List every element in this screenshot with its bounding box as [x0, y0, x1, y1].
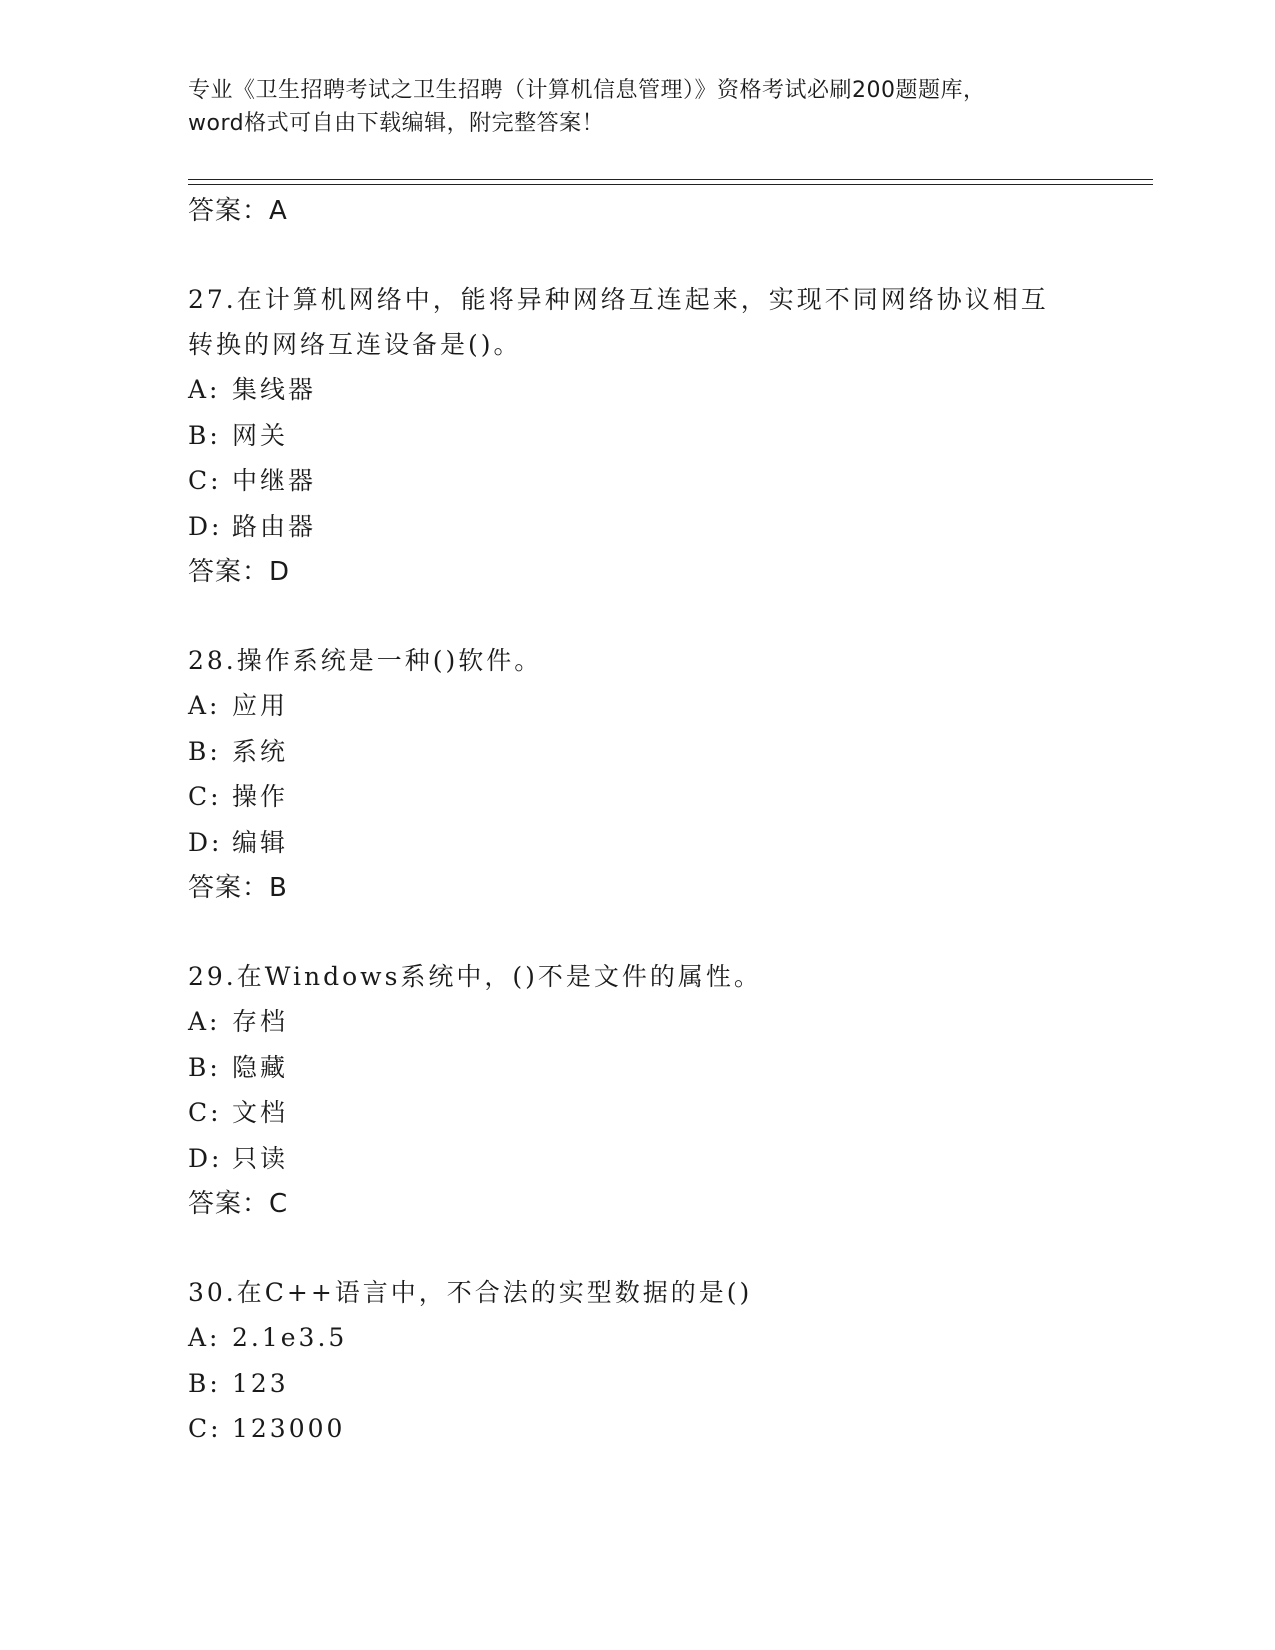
answer-line: 答案：A: [188, 196, 288, 226]
option-letter: A:: [188, 1323, 221, 1352]
option-a: [188, 1315, 1148, 1361]
spacer: [188, 1227, 1148, 1270]
option-c: [188, 458, 1148, 504]
option-b: [188, 413, 1148, 459]
option-a: [188, 999, 1148, 1045]
document-header: [188, 74, 1088, 140]
option-a: [188, 683, 1148, 729]
option-letter: A:: [188, 691, 221, 720]
option-text: 路由器: [232, 511, 317, 541]
option-text: 网关: [232, 420, 289, 450]
question-text: 30.在C++语言中，不合法的实型数据的是(): [188, 1278, 753, 1307]
option-text: 系统: [232, 736, 289, 766]
option-c: [188, 774, 1148, 820]
question-block: [188, 1270, 1148, 1452]
header-line-2: word格式可自由下载编辑，附完整答案！: [188, 111, 605, 136]
header-line-1: 专业《卫生招聘考试之卫生招聘（计算机信息管理）》资格考试必刷200题题库，: [188, 78, 986, 103]
option-letter: C:: [188, 1414, 222, 1443]
answer-line: 答案：D: [188, 557, 291, 587]
option-c: [188, 1406, 1148, 1452]
option-letter: B:: [188, 1368, 221, 1398]
question-block: [188, 277, 1148, 595]
option-letter: C:: [188, 466, 222, 495]
option-b: [188, 1361, 1148, 1407]
spacer: [188, 234, 1148, 277]
option-text: 操作: [232, 782, 289, 811]
option-text: 编辑: [232, 827, 289, 857]
option-letter: B:: [188, 420, 221, 450]
option-letter: D:: [188, 1143, 223, 1173]
question-text: 28.操作系统是一种()软件。: [188, 646, 543, 675]
answer-line: 答案：C: [188, 1189, 289, 1219]
option-letter: B:: [188, 1052, 221, 1082]
option-text: 2.1e3.5: [232, 1323, 348, 1352]
question-text: 29.在Windows系统中，()不是文件的属性。: [188, 962, 762, 991]
option-text: 存档: [232, 1007, 289, 1036]
option-d: [188, 1136, 1148, 1182]
option-letter: C:: [188, 1098, 222, 1127]
header-divider-bottom: [188, 184, 1153, 185]
header-divider-top: [188, 179, 1153, 180]
option-b: [188, 729, 1148, 775]
option-letter: A:: [188, 375, 221, 404]
option-letter: C:: [188, 782, 222, 811]
option-text: 只读: [232, 1143, 289, 1173]
option-text: 集线器: [232, 375, 317, 404]
option-d: [188, 504, 1148, 550]
option-letter: D:: [188, 827, 223, 857]
spacer: [188, 595, 1148, 638]
option-text: 123000: [232, 1414, 346, 1443]
option-d: [188, 820, 1148, 866]
option-c: [188, 1090, 1148, 1136]
question-block: [188, 954, 1148, 1227]
option-text: 隐藏: [232, 1052, 289, 1082]
question-text-continued: 转换的网络互连设备是()。: [188, 330, 522, 359]
option-letter: A:: [188, 1007, 221, 1036]
option-a: [188, 367, 1148, 413]
answer-line: 答案：B: [188, 873, 288, 903]
question-text: 27.在计算机网络中，能将异种网络互连起来，实现不同网络协议相互: [188, 285, 1049, 314]
option-text: 文档: [232, 1098, 289, 1127]
question-block: [188, 638, 1148, 911]
option-b: [188, 1045, 1148, 1091]
question-list: [188, 188, 1148, 1452]
option-letter: B:: [188, 736, 221, 766]
option-text: 应用: [232, 691, 289, 720]
option-text: 中继器: [232, 466, 317, 495]
spacer: [188, 911, 1148, 954]
option-letter: D:: [188, 511, 223, 541]
option-text: 123: [232, 1368, 289, 1398]
